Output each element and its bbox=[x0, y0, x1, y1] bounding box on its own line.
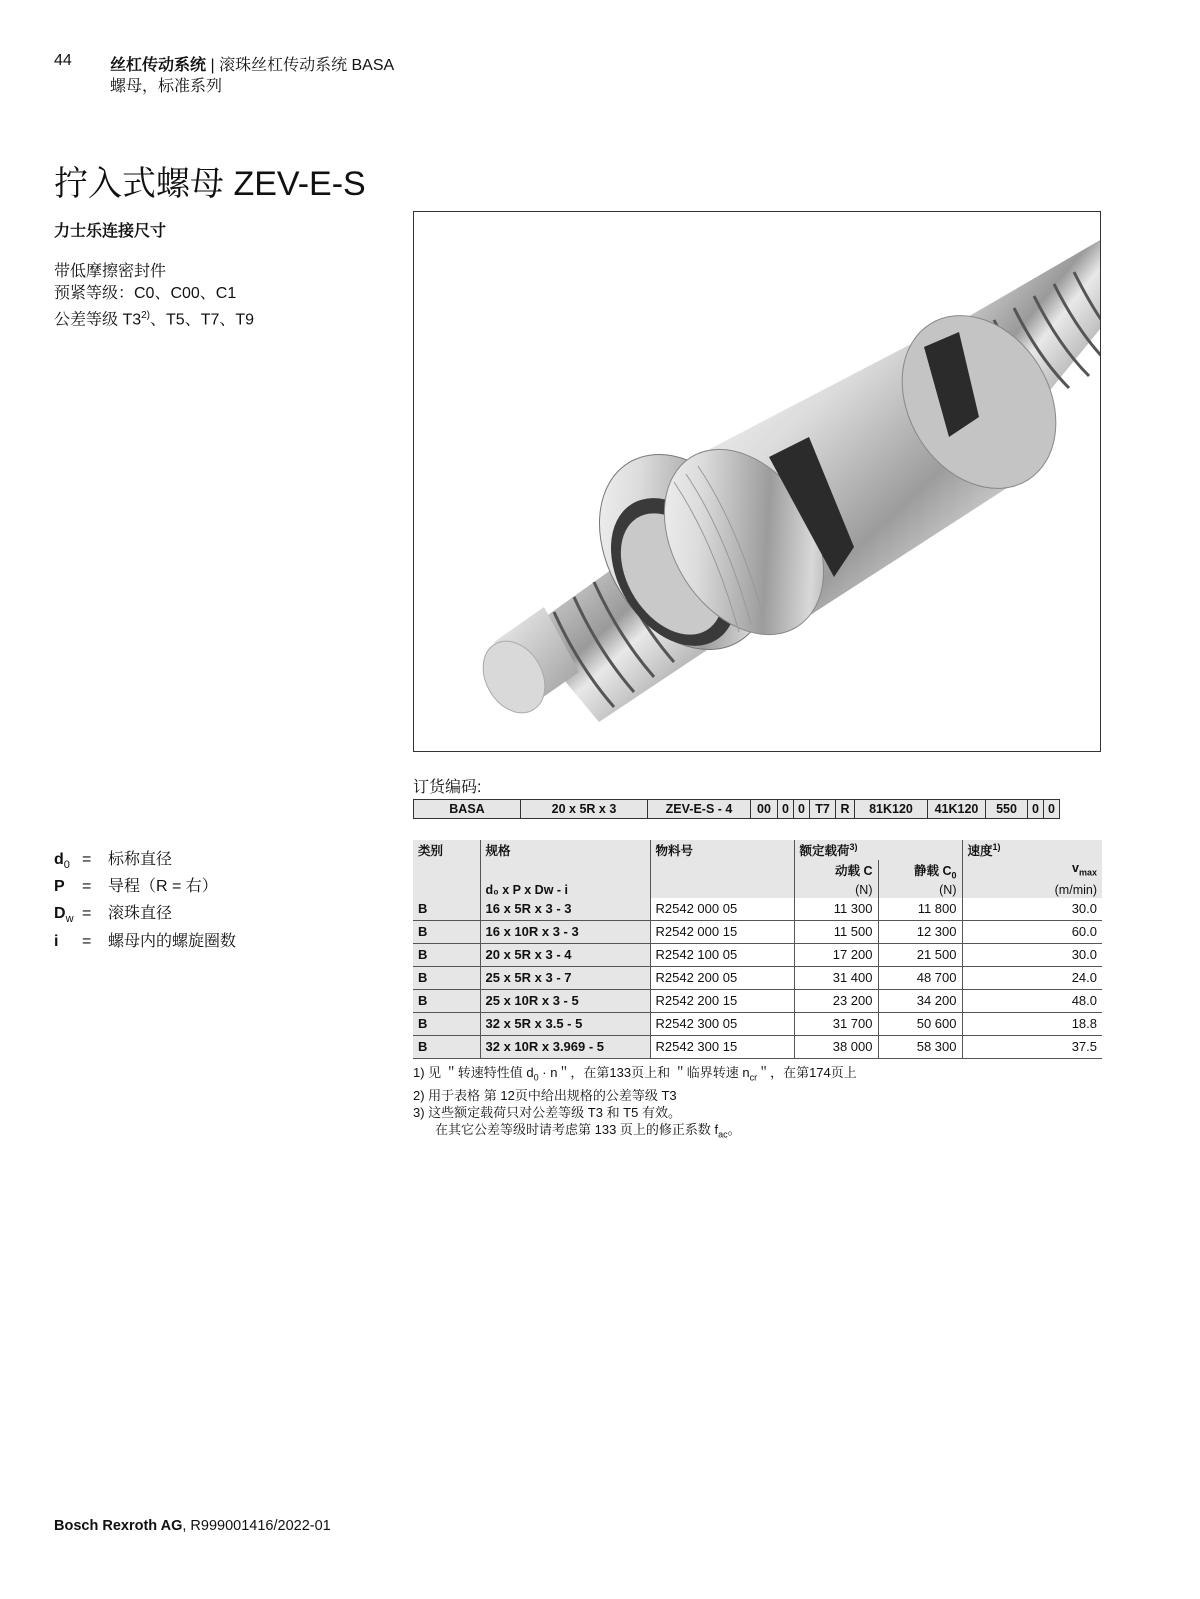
cell-category: B bbox=[413, 920, 480, 943]
section-subtitle: | 滚珠丝杠传动系统 BASA bbox=[206, 57, 395, 74]
table-header-row bbox=[413, 840, 1102, 860]
legend-eq: = bbox=[82, 932, 92, 950]
footnote-4-sub: ac bbox=[718, 1129, 728, 1140]
cell-category: B bbox=[413, 898, 480, 921]
header-static-sub: 0 bbox=[951, 870, 957, 881]
cell-speed: 37.5 bbox=[962, 1035, 1102, 1058]
legend-symbol: i bbox=[54, 932, 59, 950]
page-footer bbox=[54, 1518, 331, 1534]
table-row bbox=[413, 943, 1102, 966]
table-unit-row bbox=[413, 882, 1102, 898]
cell-speed: 48.0 bbox=[962, 989, 1102, 1012]
header-static-load bbox=[878, 860, 962, 882]
header-category: 类别 bbox=[418, 844, 444, 858]
order-cell: 0 bbox=[794, 800, 810, 819]
order-cell: 41K120 bbox=[928, 800, 986, 819]
order-cell: 0 bbox=[778, 800, 794, 819]
order-cell: 81K120 bbox=[855, 800, 928, 819]
legend-text: 导程（R = 右） bbox=[108, 878, 218, 896]
cell-speed: 24.0 bbox=[962, 966, 1102, 989]
ball-screw-nut-illustration bbox=[414, 212, 1100, 751]
desc-line-1: 带低摩擦密封件 bbox=[54, 263, 167, 280]
legend-text: 标称直径 bbox=[108, 851, 173, 868]
legend-text: 螺母内的螺旋圈数 bbox=[108, 932, 237, 950]
cell-static-load: 34 200 bbox=[878, 989, 962, 1012]
footnote-2: 2) 用于表格 第 12页中给出规格的公差等级 T3 bbox=[413, 1087, 677, 1103]
header-speed-sup: 1) bbox=[992, 841, 1001, 852]
cell-category: B bbox=[413, 989, 480, 1012]
header-material: 物料号 bbox=[650, 840, 794, 860]
section-header bbox=[110, 52, 394, 75]
footer-company: Bosch Rexroth AG bbox=[54, 1518, 183, 1534]
footnote-1-sub2: cr bbox=[749, 1072, 758, 1083]
table-subheader-row bbox=[413, 860, 1102, 882]
table-row bbox=[413, 920, 1102, 943]
order-code-label: 订货编码: bbox=[413, 779, 482, 796]
order-code-table bbox=[413, 799, 1060, 819]
cell-dynamic-load: 38 000 bbox=[794, 1035, 878, 1058]
legend-symbol: d bbox=[54, 851, 64, 868]
cell-spec: 20 x 5R x 3 - 4 bbox=[480, 943, 650, 966]
legend-symbol: P bbox=[54, 878, 65, 896]
legend-row bbox=[54, 931, 236, 958]
table-row bbox=[413, 989, 1102, 1012]
footer-doc-number: , R999001416/2022-01 bbox=[182, 1518, 331, 1534]
header-speed bbox=[962, 840, 1102, 860]
footnote-4 bbox=[413, 1121, 857, 1144]
cell-speed: 60.0 bbox=[962, 920, 1102, 943]
legend-symbol-sub: w bbox=[65, 913, 74, 926]
cell-material: R2542 100 05 bbox=[650, 943, 794, 966]
order-cell: BASA bbox=[414, 800, 521, 819]
product-image bbox=[413, 211, 1101, 752]
order-cell: 00 bbox=[751, 800, 778, 819]
spec-formula: d₀ x P x Dw - i bbox=[480, 882, 650, 898]
unit-speed: (m/min) bbox=[962, 882, 1102, 898]
footnote-1a: 1) 见 ＂转速特性值 d bbox=[413, 1065, 534, 1080]
cell-static-load: 12 300 bbox=[878, 920, 962, 943]
footnote-4b: 。 bbox=[727, 1121, 741, 1137]
cell-static-load: 11 800 bbox=[878, 898, 962, 921]
cell-category: B bbox=[413, 966, 480, 989]
legend-symbol: D bbox=[54, 905, 66, 923]
cell-dynamic-load: 23 200 bbox=[794, 989, 878, 1012]
cell-speed: 30.0 bbox=[962, 898, 1102, 921]
header-vmax-sub: max bbox=[1078, 867, 1097, 878]
section-title: 丝杠传动系统 bbox=[110, 57, 207, 74]
cell-spec: 25 x 10R x 3 - 5 bbox=[480, 989, 650, 1012]
cell-dynamic-load: 31 400 bbox=[794, 966, 878, 989]
cell-category: B bbox=[413, 943, 480, 966]
legend-eq: = bbox=[82, 905, 92, 923]
desc-line-3a: 公差等级 T3 bbox=[54, 311, 142, 329]
symbol-legend bbox=[54, 849, 236, 958]
spec-table bbox=[413, 840, 1102, 1059]
cell-material: R2542 000 15 bbox=[650, 920, 794, 943]
unit-static: (N) bbox=[878, 882, 962, 898]
cell-material: R2542 300 05 bbox=[650, 1012, 794, 1035]
cell-material: R2542 200 15 bbox=[650, 989, 794, 1012]
footnote-1c: ＂，在第174页上 bbox=[757, 1065, 857, 1080]
cell-material: R2542 000 05 bbox=[650, 898, 794, 921]
cell-static-load: 21 500 bbox=[878, 943, 962, 966]
order-cell: ZEV-E-S - 4 bbox=[648, 800, 751, 819]
cell-category: B bbox=[413, 1012, 480, 1035]
order-cell: 20 x 5R x 3 bbox=[521, 800, 648, 819]
cell-speed: 18.8 bbox=[962, 1012, 1102, 1035]
cell-material: R2542 200 05 bbox=[650, 966, 794, 989]
header-load-text: 额定载荷 bbox=[799, 844, 850, 858]
table-row bbox=[413, 1012, 1102, 1035]
cell-spec: 16 x 10R x 3 - 3 bbox=[480, 920, 650, 943]
header-vmax-text: v bbox=[1072, 861, 1079, 875]
order-cell: 550 bbox=[986, 800, 1028, 819]
cell-spec: 32 x 10R x 3.969 - 5 bbox=[480, 1035, 650, 1058]
cell-material: R2542 300 15 bbox=[650, 1035, 794, 1058]
footnote-1b: · n＂，在第133页上和 ＂临界转速 n bbox=[538, 1065, 750, 1080]
cell-static-load: 50 600 bbox=[878, 1012, 962, 1035]
footnote-4a: 在其它公差等级时请考虑第 133 页上的修正系数 f bbox=[435, 1121, 719, 1137]
cell-spec: 32 x 5R x 3.5 - 5 bbox=[480, 1012, 650, 1035]
cell-speed: 30.0 bbox=[962, 943, 1102, 966]
header-vmax bbox=[962, 860, 1102, 882]
legend-eq: = bbox=[82, 851, 92, 868]
footnote-1-sub: 0 bbox=[533, 1072, 539, 1083]
table-row bbox=[413, 898, 1102, 921]
order-cell: R bbox=[836, 800, 855, 819]
header-spec: 规格 bbox=[480, 840, 650, 860]
header-static-text: 静载 C bbox=[913, 864, 952, 878]
desc-line-3 bbox=[54, 305, 254, 331]
desc-line-2: 预紧等级：C0、C00、C1 bbox=[54, 285, 237, 302]
cell-dynamic-load: 17 200 bbox=[794, 943, 878, 966]
page-subtitle: 力士乐连接尺寸 bbox=[54, 223, 167, 240]
legend-row bbox=[54, 849, 236, 876]
page-title: 拧入式螺母 ZEV-E-S bbox=[54, 165, 366, 203]
cell-dynamic-load: 11 500 bbox=[794, 920, 878, 943]
legend-symbol-sub: 0 bbox=[63, 859, 70, 872]
cell-dynamic-load: 31 700 bbox=[794, 1012, 878, 1035]
footnote-3: 3) 这些额定载荷只对公差等级 T3 和 T5 有效。 bbox=[413, 1104, 681, 1120]
cell-static-load: 48 700 bbox=[878, 966, 962, 989]
table-row bbox=[413, 966, 1102, 989]
footnote-1 bbox=[413, 1064, 857, 1087]
header-speed-text: 速度 bbox=[967, 844, 993, 858]
cell-category: B bbox=[413, 1035, 480, 1058]
order-code-row bbox=[414, 800, 1060, 819]
header-dynamic-load: 动载 C bbox=[794, 860, 878, 882]
desc-line-3b: 、T5、T7、T9 bbox=[150, 311, 255, 329]
page-number: 44 bbox=[54, 52, 72, 69]
header-load-sup: 3) bbox=[849, 841, 858, 852]
cell-static-load: 58 300 bbox=[878, 1035, 962, 1058]
legend-row bbox=[54, 903, 236, 930]
order-cell: 0 bbox=[1044, 800, 1060, 819]
product-description bbox=[54, 261, 254, 331]
legend-row bbox=[54, 876, 236, 903]
cell-dynamic-load: 11 300 bbox=[794, 898, 878, 921]
desc-line-3-sup: 2) bbox=[141, 310, 151, 321]
cell-spec: 16 x 5R x 3 - 3 bbox=[480, 898, 650, 921]
footnotes bbox=[413, 1064, 857, 1143]
cell-spec: 25 x 5R x 3 - 7 bbox=[480, 966, 650, 989]
table-row bbox=[413, 1035, 1102, 1058]
unit-dynamic: (N) bbox=[794, 882, 878, 898]
header-load bbox=[794, 840, 962, 860]
legend-text: 滚珠直径 bbox=[108, 905, 173, 923]
order-cell: T7 bbox=[810, 800, 836, 819]
subsection-header: 螺母，标准系列 bbox=[110, 78, 223, 95]
legend-eq: = bbox=[82, 878, 92, 896]
order-cell: 0 bbox=[1028, 800, 1044, 819]
